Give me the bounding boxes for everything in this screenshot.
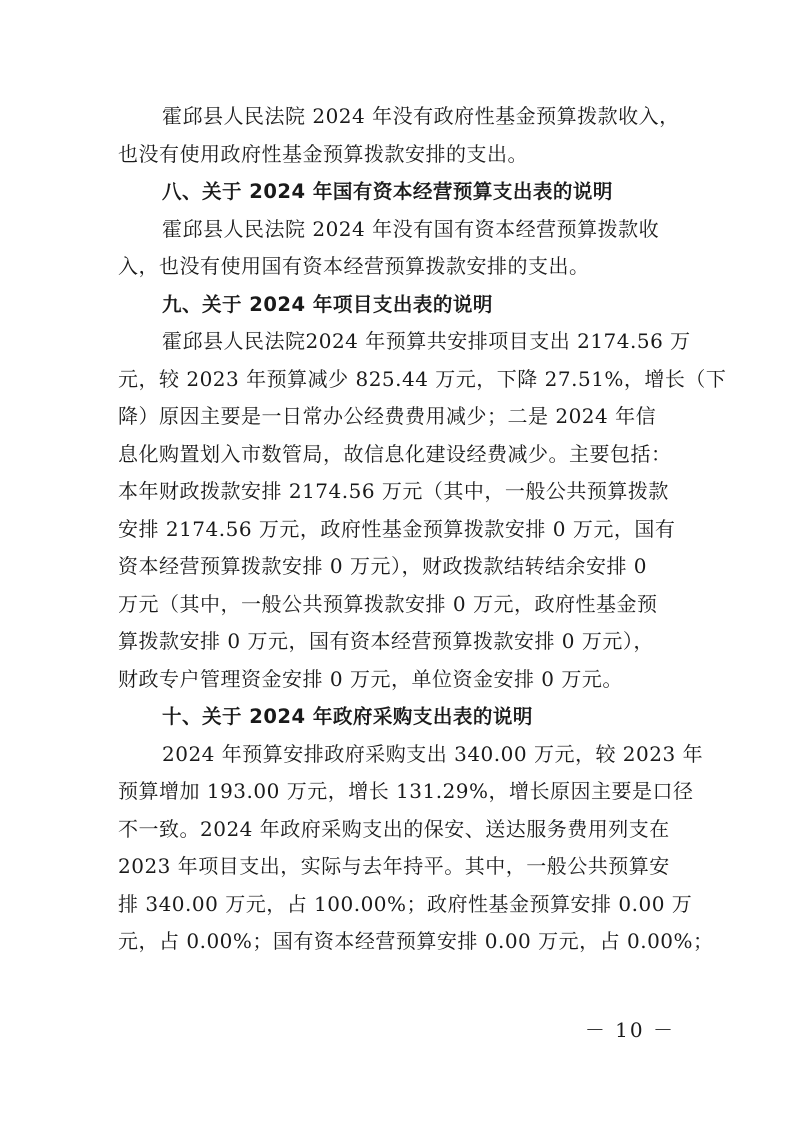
paragraph-line: 也没有使用政府性基金预算拨款安排的支出。 — [118, 141, 528, 166]
paragraph-line: 降）原因主要是一日常办公经费费用减少；二是 2024 年信 — [118, 404, 657, 428]
paragraph-line: 预算增加 193.00 万元，增长 131.29%，增长原因主要是口径 — [118, 779, 694, 803]
section-heading-8: 八、关于 2024 年国有资本经营预算支出表的说明 — [162, 180, 613, 203]
paragraph-line: 元，占 0.00%；国有资本经营预算安排 0.00 万元，占 0.00%； — [118, 929, 714, 953]
paragraph-line: 本年财政拨款安排 2174.56 万元（其中，一般公共预算拨款 — [118, 479, 669, 503]
paragraph-line: 排 340.00 万元，占 100.00%；政府性基金预算安排 0.00 万 — [118, 891, 693, 916]
section-heading-10: 十、关于 2024 年政府采购支出表的说明 — [162, 705, 533, 728]
paragraph-line: 霍邱县人民法院2024 年预算共安排项目支出 2174.56 万 — [162, 329, 691, 353]
paragraph-line: 万元（其中，一般公共预算拨款安排 0 万元，政府性基金预 — [118, 591, 658, 616]
paragraph-line: 不一致。2024 年政府采购支出的保安、送达服务费用列支在 — [118, 816, 670, 841]
section-heading-9: 九、关于 2024 年项目支出表的说明 — [162, 292, 493, 316]
paragraph-line: 息化购置划入市数管局，故信息化建设经费减少。主要包括： — [118, 441, 672, 466]
paragraph-line: 霍邱县人民法院 2024 年没有国有资本经营预算拨款收 — [162, 216, 660, 241]
paragraph-line: 安排 2174.56 万元，政府性基金预算拨款安排 0 万元，国有 — [118, 516, 676, 541]
page-number: － 10 － — [584, 1018, 675, 1042]
paragraph-line: 算拨款安排 0 万元，国有资本经营预算拨款安排 0 万元）， — [118, 629, 654, 653]
paragraph-line: 2023 年项目支出，实际与去年持平。其中，一般公共预算安 — [118, 854, 670, 878]
paragraph-line: 入，也没有使用国有资本经营预算拨款安排的支出。 — [118, 254, 590, 278]
paragraph-line: 资本经营预算拨款安排 0 万元），财政拨款结转结余安排 0 — [118, 554, 648, 578]
paragraph-line: 2024 年预算安排政府采购支出 340.00 万元，较 2023 年 — [162, 741, 704, 766]
document-body — [118, 98, 727, 961]
paragraph-line: 财政专户管理资金安排 0 万元，单位资金安排 0 万元。 — [118, 666, 623, 691]
paragraph-line: 元，较 2023 年预算减少 825.44 万元，下降 27.51%，增长（下 — [118, 366, 727, 391]
paragraph-line: 霍邱县人民法院 2024 年没有政府性基金预算拨款收入， — [162, 104, 680, 128]
